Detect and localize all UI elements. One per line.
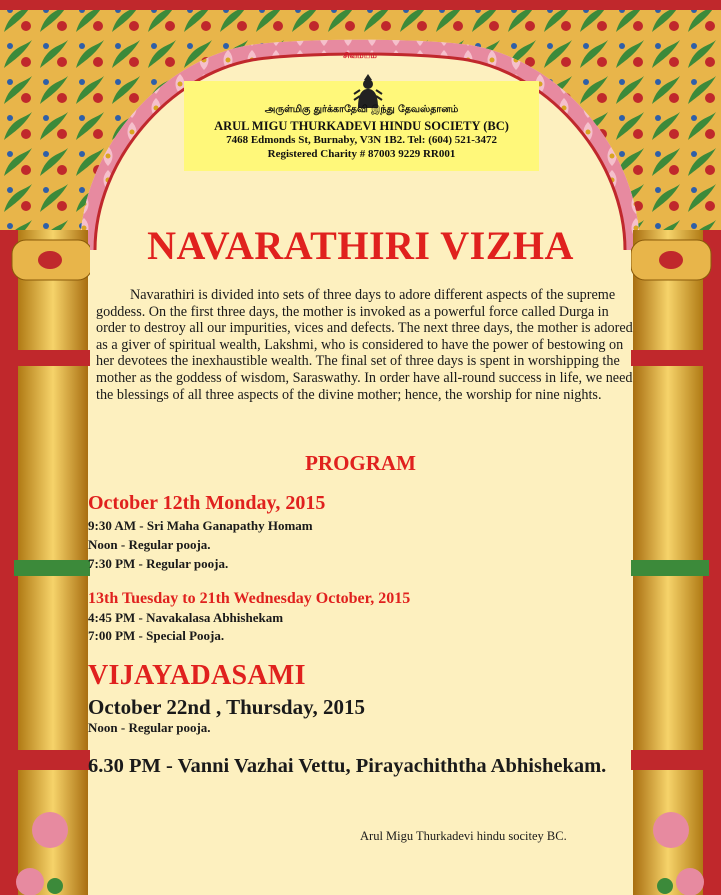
intro-paragraph	[96, 287, 642, 403]
vijayadasami-date: October 22nd , Thursday, 2015	[88, 695, 365, 719]
schedule-item: Noon - Regular pooja.	[88, 720, 211, 735]
intro-text: Navarathiri is divided into sets of three days to adore different aspects of the supreme goddess. On the first three days, the mother is invoked as a powerful force called Durga in order to destroy all our impurities, vices and defects. The next three days, the mother is adored as a giver of spiritual wealth, Lakshmi, who is considered to have the power of bestowing on her devotees the inexhaustible wealth. The final set of three days is spent in worshipping the mother as the goddess of wisdom, Saraswathy. In order have all-round success in life, we need the blessings of all three aspects of the divine mother; hence, the worship for nine nights.	[96, 287, 633, 403]
schedule-item: 7:00 PM - Special Pooja.	[88, 628, 225, 643]
days2-heading: 13th Tuesday to 21th Wednesday October, 2015	[88, 590, 411, 607]
schedule-item: Noon - Regular pooja.	[88, 537, 211, 552]
schedule-item: 4:45 PM - Navakalasa Abhishekam	[88, 610, 284, 625]
program-heading: PROGRAM	[305, 451, 416, 475]
schedule-item: 7:30 PM - Regular pooja.	[88, 556, 229, 571]
society-tamil-name: அருள்மிகு துர்க்காதேவி இந்து தேவஸ்தானம்	[264, 104, 459, 115]
vijayadasami-highlight: 6.30 PM - Vanni Vazhai Vettu, Pirayachiththa Abhishekam.	[88, 755, 607, 777]
schedule-item: 9:30 AM - Sri Maha Ganapathy Homam	[88, 518, 313, 533]
vijayadasami-heading: VIJAYADASAMI	[88, 660, 306, 691]
footer-signature: Arul Migu Thurkadevi hindu socitey BC.	[360, 829, 567, 843]
society-address: 7468 Edmonds St, Burnaby, V3N 1B2. Tel: (604) 521-3472	[226, 134, 497, 146]
charity-number: Registered Charity # 87003 9229 RR001	[267, 148, 456, 160]
page-title: NAVARATHIRI VIZHA	[147, 223, 574, 268]
day1-heading: October 12th Monday, 2015	[88, 492, 326, 514]
society-name: ARUL MIGU THURKADEVI HINDU SOCIETY (BC)	[214, 119, 509, 133]
tamil-invocation: சிவமயம்	[343, 51, 377, 60]
